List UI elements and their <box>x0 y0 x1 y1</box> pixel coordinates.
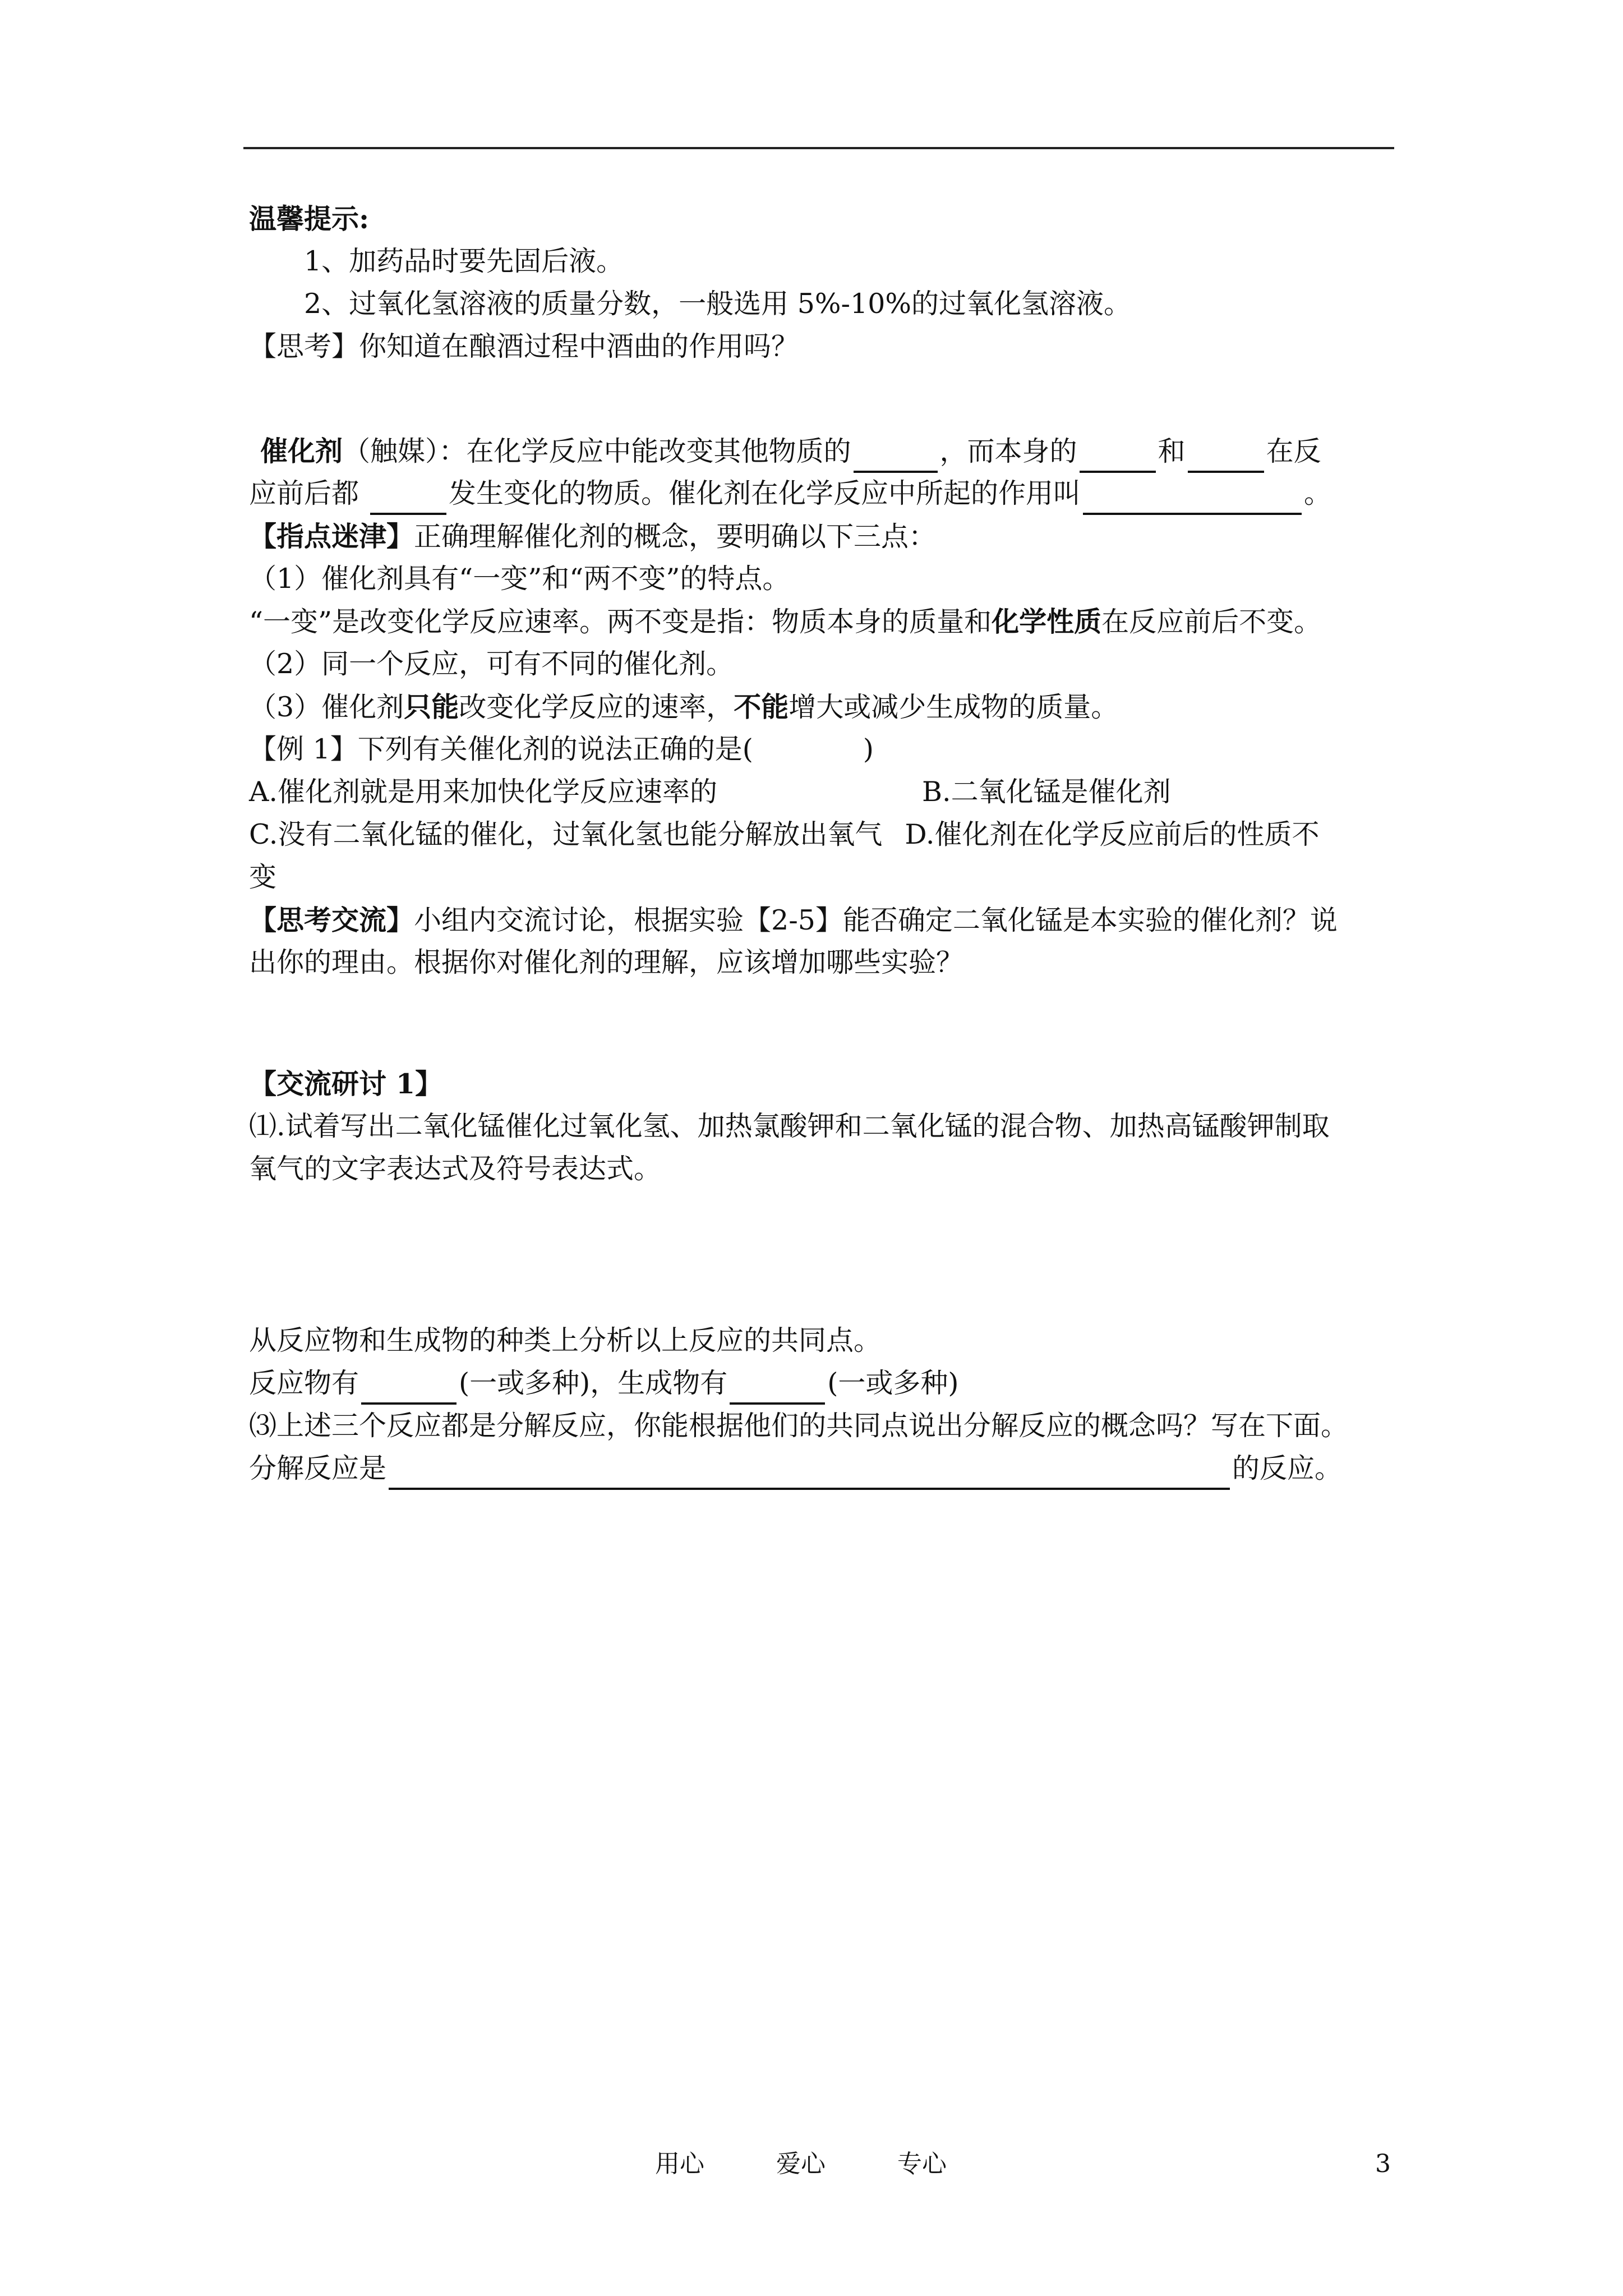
think-text: 你知道在酿酒过程中酒曲的作用吗？ <box>359 330 799 362</box>
guide-text: 正确理解催化剂的概念，要明确以下三点： <box>414 521 937 553</box>
option-b: B.二氧化锰是催化剂 <box>922 776 1171 808</box>
tip-item-1: 1、加药品时要先固后液。 <box>304 245 624 277</box>
page-number: 3 <box>1375 2150 1391 2178</box>
tips-heading: 温馨提示: <box>249 203 370 235</box>
footer-motto-2: 爱心 <box>776 2150 826 2178</box>
guide-point-3-mid: 改变化学反应的速率， <box>459 691 734 723</box>
option-c: C.没有二氧化锰的催化，过氧化氢也能分解放出氧气 <box>249 818 883 850</box>
blank-not-changed[interactable] <box>370 481 446 515</box>
spacer <box>249 1190 1399 1319</box>
guide-point-3-bold-2: 不能 <box>734 691 789 723</box>
products-label: (一或多种)，生成物有 <box>459 1367 728 1399</box>
seminar-heading: 【交流研讨 1】 <box>249 1068 443 1100</box>
option-d: D.催化剂在化学反应前后的性质不 <box>905 818 1320 850</box>
guide-heading <box>249 515 1399 558</box>
blank-unchanged-1[interactable] <box>1080 439 1156 473</box>
catalyst-term: 催化剂 <box>260 435 343 467</box>
example-1-options-cd <box>249 813 1399 856</box>
guide-point-1b-post: 在反应前后不变。 <box>1101 606 1322 638</box>
tip-item-2: 2、过氧化氢溶液的质量分数，一般选用 5%-10%的过氧化氢溶液。 <box>304 288 1131 320</box>
blank-catalysis[interactable] <box>1083 481 1302 515</box>
guide-point-3-post: 增大或减少生成物的质量。 <box>789 691 1119 723</box>
seminar-q1-line-2: 氧气的文字表达式及符号表达式。 <box>249 1153 662 1185</box>
guide-point-1b-bold: 化学性质 <box>992 605 1102 638</box>
decomposition-label: 分解反应是 <box>249 1452 387 1484</box>
example-1-close: ) <box>863 733 874 765</box>
catalyst-def-text-1: （触媒）：在化学反应中能改变其他物质的 <box>343 435 851 467</box>
reactants-label: 反应物有 <box>249 1367 359 1399</box>
catalyst-def-text-7: 。 <box>1304 477 1332 509</box>
seminar-decomposition <box>249 1447 1399 1490</box>
guide-point-1: （1）催化剂具有“一变”和“两不变”的特点。 <box>249 563 790 595</box>
guide-point-2: （2）同一个反应，可有不同的催化剂。 <box>249 648 734 680</box>
example-1-question <box>249 728 1399 771</box>
footer-motto-3: 专心 <box>897 2150 947 2178</box>
catalyst-def-text-5: 应前后都 <box>249 477 359 509</box>
example-1-tag: 【例 1】 <box>249 733 358 765</box>
example-1-options-ab <box>249 771 1399 813</box>
option-d-continued: 变 <box>249 861 277 893</box>
footer-motto-1: 用心 <box>655 2150 704 2178</box>
blank-unchanged-2[interactable] <box>1188 439 1264 473</box>
seminar-q1-line-1: ⑴.试着写出二氧化锰催化过氧化氢、加热氯酸钾和二氧化锰的混合物、加热高锰酸钾制取 <box>249 1110 1330 1142</box>
blank-effect-on-others[interactable] <box>854 439 938 473</box>
guide-tag: 【指点迷津】 <box>249 520 414 553</box>
seminar-reactants-products <box>249 1362 1399 1405</box>
discuss-text-1: 小组内交流讨论，根据实验【2-5】能否确定二氧化锰是本实验的催化剂？说 <box>414 904 1338 936</box>
think-tag: 【思考】 <box>249 330 359 362</box>
worksheet-content <box>249 197 1399 1490</box>
guide-point-3-pre: （3）催化剂 <box>249 691 404 723</box>
guide-point-3-bold-1: 只能 <box>404 691 459 723</box>
catalyst-def-text-3: 和 <box>1158 435 1186 467</box>
blank-decomposition-definition[interactable] <box>389 1456 1230 1490</box>
seminar-q3: ⑶上述三个反应都是分解反应，你能根据他们的共同点说出分解反应的概念吗？写在下面。 <box>249 1410 1349 1442</box>
option-a: A.催化剂就是用来加快化学反应速率的 <box>249 776 717 808</box>
catalyst-definition-line-1 <box>249 430 1399 472</box>
guide-point-1b <box>249 600 1399 643</box>
discuss-line-1 <box>249 899 1399 941</box>
think-question <box>249 325 1399 368</box>
blank-products[interactable] <box>730 1371 825 1405</box>
products-suffix: (一或多种) <box>827 1367 959 1399</box>
discuss-tag: 【思考交流】 <box>249 904 414 936</box>
discuss-line-2: 出你的理由。根据你对催化剂的理解，应该增加哪些实验？ <box>249 946 964 978</box>
blank-reactants[interactable] <box>361 1371 457 1405</box>
page-footer <box>0 2143 1623 2185</box>
catalyst-def-text-4: 在反 <box>1266 435 1321 467</box>
guide-point-3 <box>249 685 1399 728</box>
guide-point-1b-pre: “一变”是改变化学反应速率。两不变是指：物质本身的质量和 <box>249 606 992 638</box>
catalyst-def-text-2: ，而本身的 <box>939 435 1077 467</box>
footer-motto <box>655 2143 947 2185</box>
example-1-text: 下列有关催化剂的说法正确的是( <box>357 733 753 765</box>
seminar-analyze: 从反应物和生成物的种类上分析以上反应的共同点。 <box>249 1324 882 1356</box>
header-rule <box>243 147 1394 149</box>
spacer <box>249 984 1399 1062</box>
catalyst-def-text-6: 发生变化的物质。催化剂在化学反应中所起的作用叫 <box>449 477 1081 509</box>
decomposition-suffix: 的反应。 <box>1232 1452 1343 1484</box>
spacer <box>249 368 1399 430</box>
catalyst-definition-line-2 <box>249 472 1399 515</box>
